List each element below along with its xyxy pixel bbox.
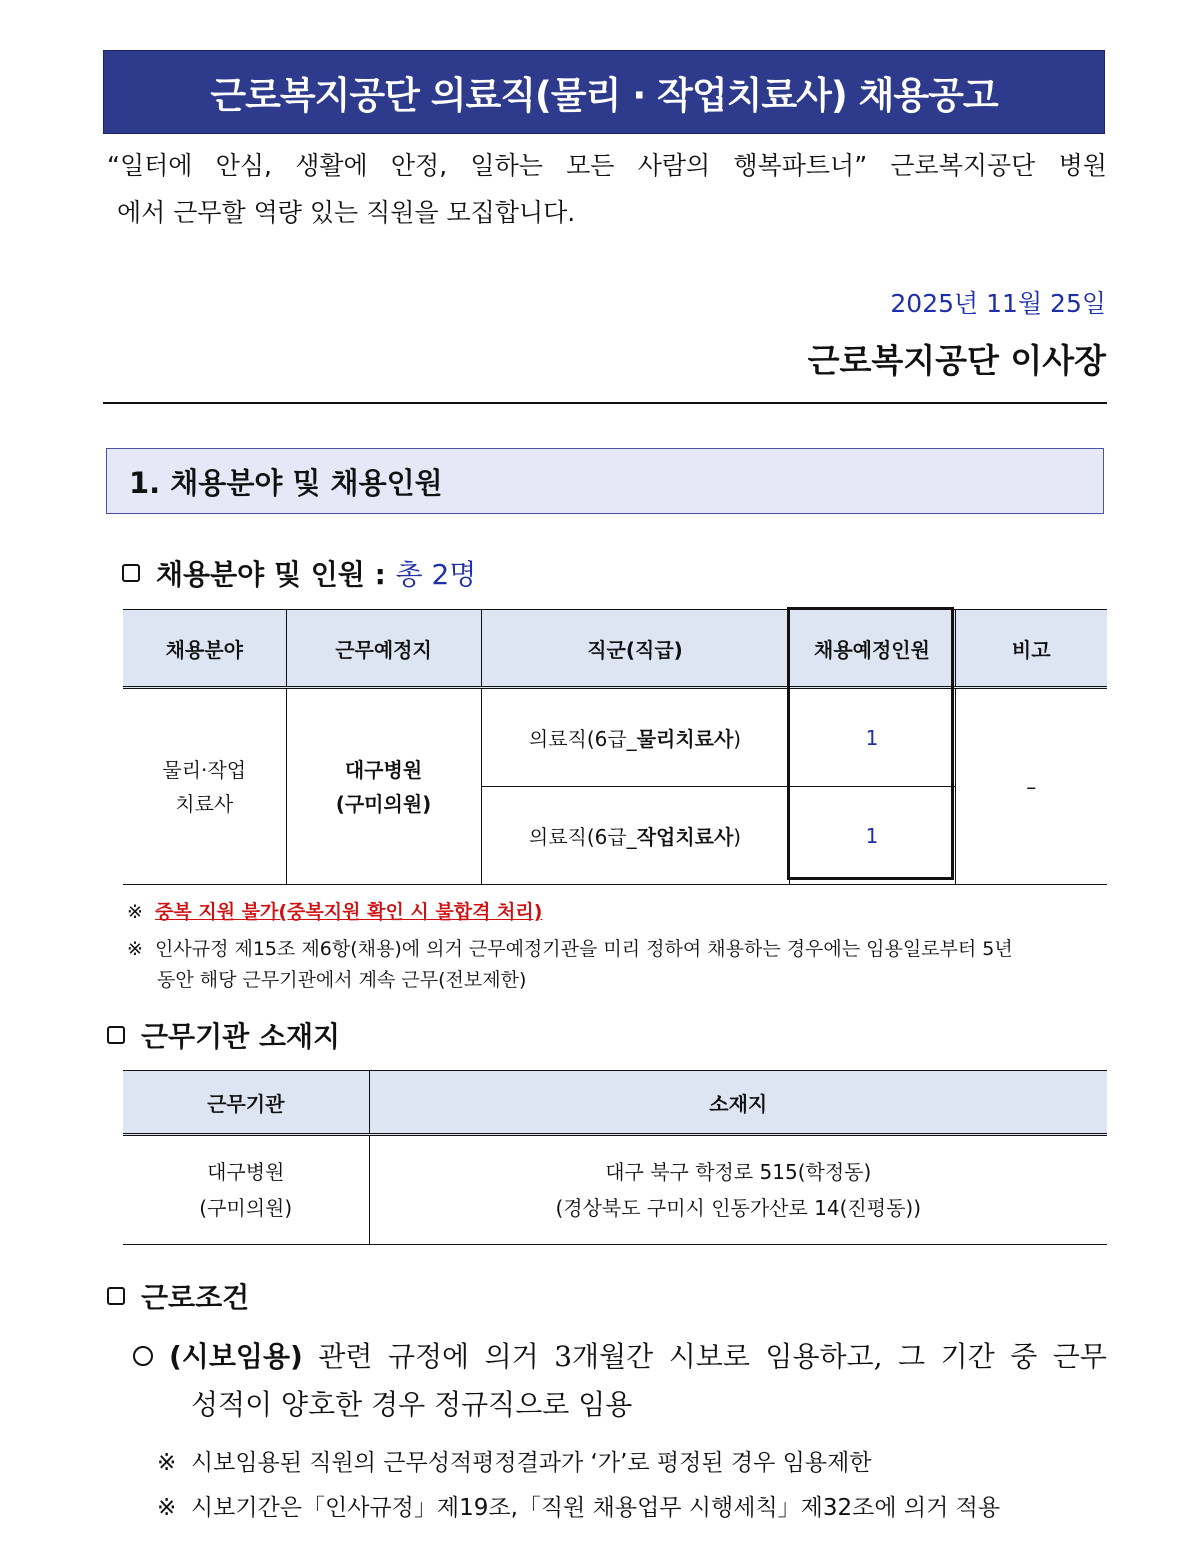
intro-line-1 xyxy=(107,142,1107,189)
probation-word: 그 xyxy=(898,1340,926,1373)
recruit-heading-label: 채용분야 및 인원 : xyxy=(156,558,386,591)
location-table xyxy=(123,1070,1107,1245)
grade-prefix: 의료직(6급_ xyxy=(528,825,637,849)
recruit-total: 총 2명 xyxy=(395,558,477,591)
probation-label: (시보임용) xyxy=(169,1340,303,1373)
section-1-title: 1. 채용분야 및 채용인원 xyxy=(129,465,443,500)
note-mark: ※ xyxy=(127,938,143,960)
probation-word: 기간 xyxy=(940,1340,995,1373)
condition-note-1 xyxy=(157,1444,872,1477)
col-header: 직군(직급) xyxy=(481,610,789,688)
intro-word: 안심, xyxy=(215,151,272,180)
intro-line-2: 에서 근무할 역량 있는 직원을 모집합니다. xyxy=(117,198,576,227)
note-mark: ※ xyxy=(157,1495,177,1521)
probation-paragraph xyxy=(133,1333,1107,1429)
conditions-heading-label: 근로조건 xyxy=(141,1281,250,1314)
square-bullet-icon xyxy=(122,564,140,582)
conditions-heading xyxy=(107,1276,249,1316)
note-duplicate xyxy=(127,897,542,924)
note-rule-line-2: 동안 해당 근무기관에서 계속 근무(전보제한) xyxy=(157,969,527,991)
note-rule-line-1: 인사규정 제15조 제6항(채용)에 의거 근무예정기관을 미리 정하여 채용하는 경우에는 임용일로부터 5년 xyxy=(155,938,1013,960)
grade-cell xyxy=(481,787,789,885)
probation-line-2: 성적이 양호한 경우 정규직으로 임용 xyxy=(191,1388,633,1421)
note-duplicate-text: 중복 지원 불가(중복지원 확인 시 불합격 처리) xyxy=(155,901,543,923)
location-heading-label: 근무기관 소재지 xyxy=(141,1020,341,1053)
page-title: 근로복지공단 의료직(물리 · 작업치료사) 채용공고 xyxy=(210,74,998,117)
count-cell: 1 xyxy=(789,688,955,787)
probation-word: 규정에 xyxy=(387,1340,470,1373)
address-line: 대구 북구 학정로 515(학정동) xyxy=(605,1160,872,1184)
probation-word: 임용하고, xyxy=(765,1340,883,1373)
location-line: (구미의원) xyxy=(335,791,432,816)
announcement-date: 2025년 11월 25일 xyxy=(890,289,1106,318)
grade-title: 물리치료사 xyxy=(636,727,734,751)
probation-word: 의거 xyxy=(484,1340,539,1373)
org-line: 대구병원 xyxy=(207,1160,285,1184)
intro-word: 행복파트너” xyxy=(733,151,868,180)
signature: 근로복지공단 이사장 xyxy=(807,341,1106,380)
recruit-heading xyxy=(122,553,476,593)
field-line: 물리·작업 xyxy=(162,757,247,782)
field-line: 치료사 xyxy=(175,791,234,816)
grade-cell xyxy=(481,688,789,787)
probation-word: 3개월간 xyxy=(554,1340,654,1373)
col-header: 채용예정인원 xyxy=(789,610,955,688)
intro-word: 모든 xyxy=(566,151,615,180)
intro-word: 안정, xyxy=(390,151,448,180)
probation-word: 중 xyxy=(1010,1340,1038,1373)
count-cell: 1 xyxy=(789,787,955,885)
location-cell xyxy=(286,688,481,885)
col-header: 비고 xyxy=(955,610,1107,688)
probation-word: 근무 xyxy=(1052,1340,1107,1373)
intro-word: 근로복지공단 xyxy=(890,151,1036,180)
col-header: 근무기관 xyxy=(123,1071,369,1135)
grade-suffix: ) xyxy=(733,727,742,751)
probation-word: 관련 xyxy=(318,1340,373,1373)
location-heading xyxy=(107,1015,340,1055)
intro-word: “일터에 xyxy=(107,151,193,180)
col-header: 소재지 xyxy=(369,1071,1107,1135)
address-cell xyxy=(369,1135,1107,1245)
address-line: (경상북도 구미시 인동가산로 14(진평동)) xyxy=(555,1196,922,1220)
field-cell xyxy=(123,688,286,885)
condition-note-2-text: 시보기간은「인사규정」제19조,「직원 채용업무 시행세칙」제32조에 의거 적용 xyxy=(190,1495,1001,1521)
square-bullet-icon xyxy=(107,1287,125,1305)
note-rule xyxy=(127,934,1107,996)
square-bullet-icon xyxy=(107,1026,125,1044)
grade-title: 작업치료사 xyxy=(636,825,734,849)
intro-word: 일하는 xyxy=(470,151,543,180)
col-header: 근무예정지 xyxy=(286,610,481,688)
note-mark: ※ xyxy=(127,901,143,923)
intro-word: 생활에 xyxy=(295,151,368,180)
grade-prefix: 의료직(6급_ xyxy=(528,727,637,751)
recruit-table xyxy=(123,609,1107,885)
note-mark: ※ xyxy=(157,1450,177,1476)
condition-note-2 xyxy=(157,1489,1000,1522)
probation-word: 시보로 xyxy=(668,1340,750,1373)
note-cell: – xyxy=(955,688,1107,885)
divider xyxy=(103,402,1107,404)
intro-word: 병원 xyxy=(1058,151,1107,180)
circle-bullet-icon xyxy=(133,1346,153,1366)
intro-word: 사람의 xyxy=(637,151,711,180)
location-line: 대구병원 xyxy=(344,757,423,782)
condition-note-1-text: 시보임용된 직원의 근무성적평정결과가 ‘가’로 평정된 경우 임용제한 xyxy=(190,1450,872,1476)
section-1-header xyxy=(106,448,1104,514)
title-banner xyxy=(103,50,1105,134)
org-line: (구미의원) xyxy=(199,1196,293,1220)
org-cell xyxy=(123,1135,369,1245)
probation-line-1 xyxy=(133,1333,1107,1381)
intro-paragraph xyxy=(107,142,1107,236)
col-header: 채용분야 xyxy=(123,610,286,688)
grade-suffix: ) xyxy=(733,825,742,849)
